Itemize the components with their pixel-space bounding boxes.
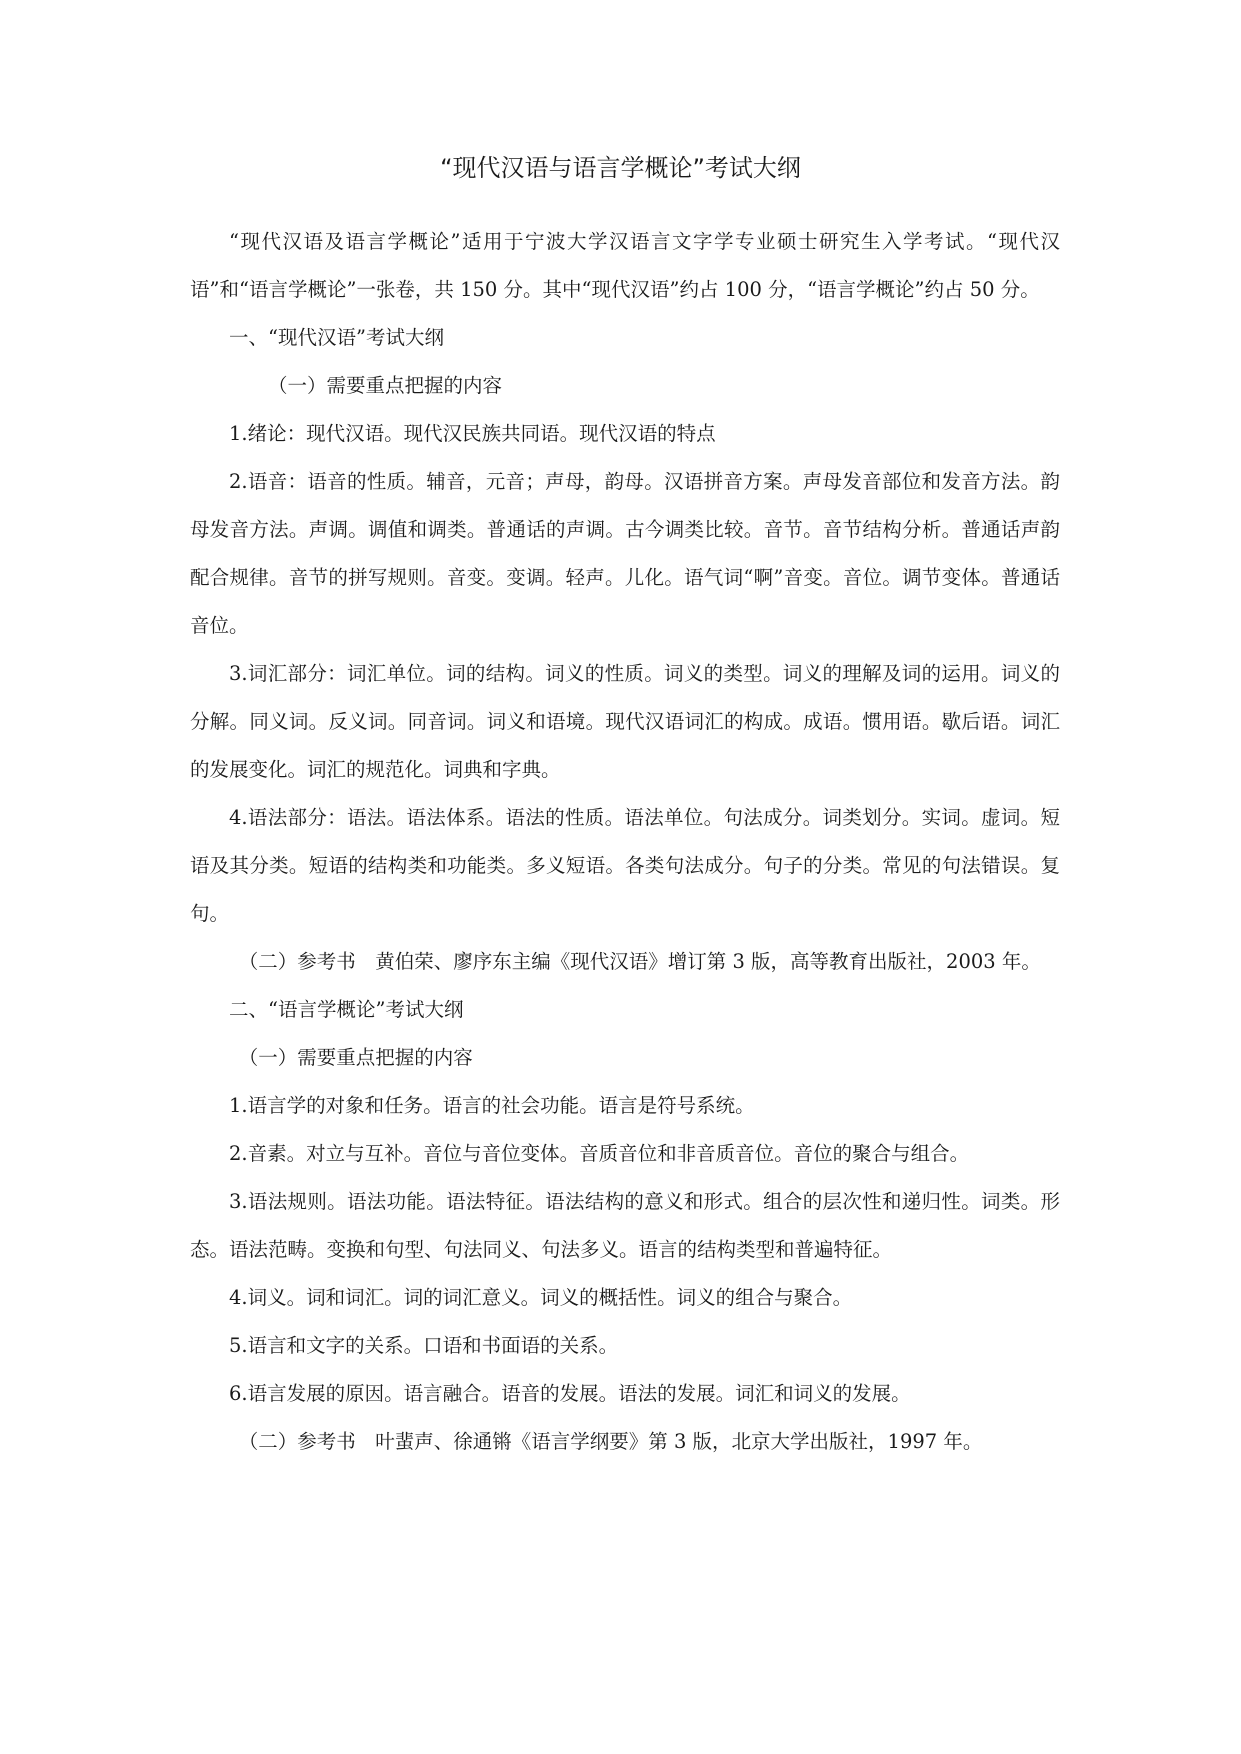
- outline-item: 2.语音：语音的性质。辅音，元音；声母，韵母。汉语拼音方案。声母发音部位和发音方法。韵母发音方法。声调。调值和调类。普通话的声调。古今调类比较。音节。音节结构分析。普通话声韵配合规律。音节的拼写规则。音变。变调。轻声。儿化。语气词“啊”音变。音位。调节变体。普通话音位。: [190, 470, 1060, 637]
- subsection-heading: （一）需要重点把握的内容: [238, 1046, 473, 1069]
- outline-item: 5.语言和文字的关系。口语和书面语的关系。: [229, 1334, 619, 1357]
- outline-item: 1.绪论：现代汉语。现代汉民族共同语。现代汉语的特点: [229, 422, 716, 445]
- subsection-heading: （一）需要重点把握的内容: [268, 374, 503, 397]
- outline-item: 4.语法部分：语法。语法体系。语法的性质。语法单位。句法成分。词类划分。实词。虚词。短语及其分类。短语的结构类和功能类。多义短语。各类句法成分。句子的分类。常见的句法错误。复句。: [190, 806, 1060, 925]
- document-body: [190, 218, 1060, 1466]
- section-heading: 一、“现代汉语”考试大纲: [229, 326, 444, 349]
- outline-item: 2.音素。对立与互补。音位与音位变体。音质音位和非音质音位。音位的聚合与组合。: [229, 1142, 970, 1165]
- reference-paragraph: （二）参考书 黄伯荣、廖序东主编《现代汉语》增订第 3 版，高等教育出版社，2003 年。: [238, 950, 1041, 973]
- outline-item: 3.语法规则。语法功能。语法特征。语法结构的意义和形式。组合的层次性和递归性。词类。形态。语法范畴。变换和句型、句法同义、句法多义。语言的结构类型和普遍特征。: [190, 1190, 1060, 1261]
- outline-item: 3.词汇部分：词汇单位。词的结构。词义的性质。词义的类型。词义的理解及词的运用。词义的分解。同义词。反义词。同音词。词义和语境。现代汉语词汇的构成。成语。惯用语。歇后语。词汇的发展变化。词汇的规范化。词典和字典。: [190, 662, 1060, 781]
- outline-item: 1.语言学的对象和任务。语言的社会功能。语言是符号系统。: [229, 1094, 755, 1117]
- outline-item: 4.词义。词和词汇。词的词汇意义。词义的概括性。词义的组合与聚合。: [229, 1286, 853, 1309]
- reference-paragraph: （二）参考书 叶蜚声、徐通锵《语言学纲要》第 3 版，北京大学出版社，1997 年。: [238, 1430, 983, 1453]
- intro-paragraph: “现代汉语及语言学概论”适用于宁波大学汉语言文字学专业硕士研究生入学考试。“现代汉语”和“语言学概论”一张卷，共 150 分。其中“现代汉语”约占 100 分，“语言学概论”约占 50 分。: [190, 230, 1060, 301]
- section-heading: 二、“语言学概论”考试大纲: [229, 998, 464, 1021]
- document-title: “现代汉语与语言学概论”考试大纲: [440, 154, 801, 182]
- outline-item: 6.语言发展的原因。语言融合。语音的发展。语法的发展。词汇和词义的发展。: [229, 1382, 911, 1405]
